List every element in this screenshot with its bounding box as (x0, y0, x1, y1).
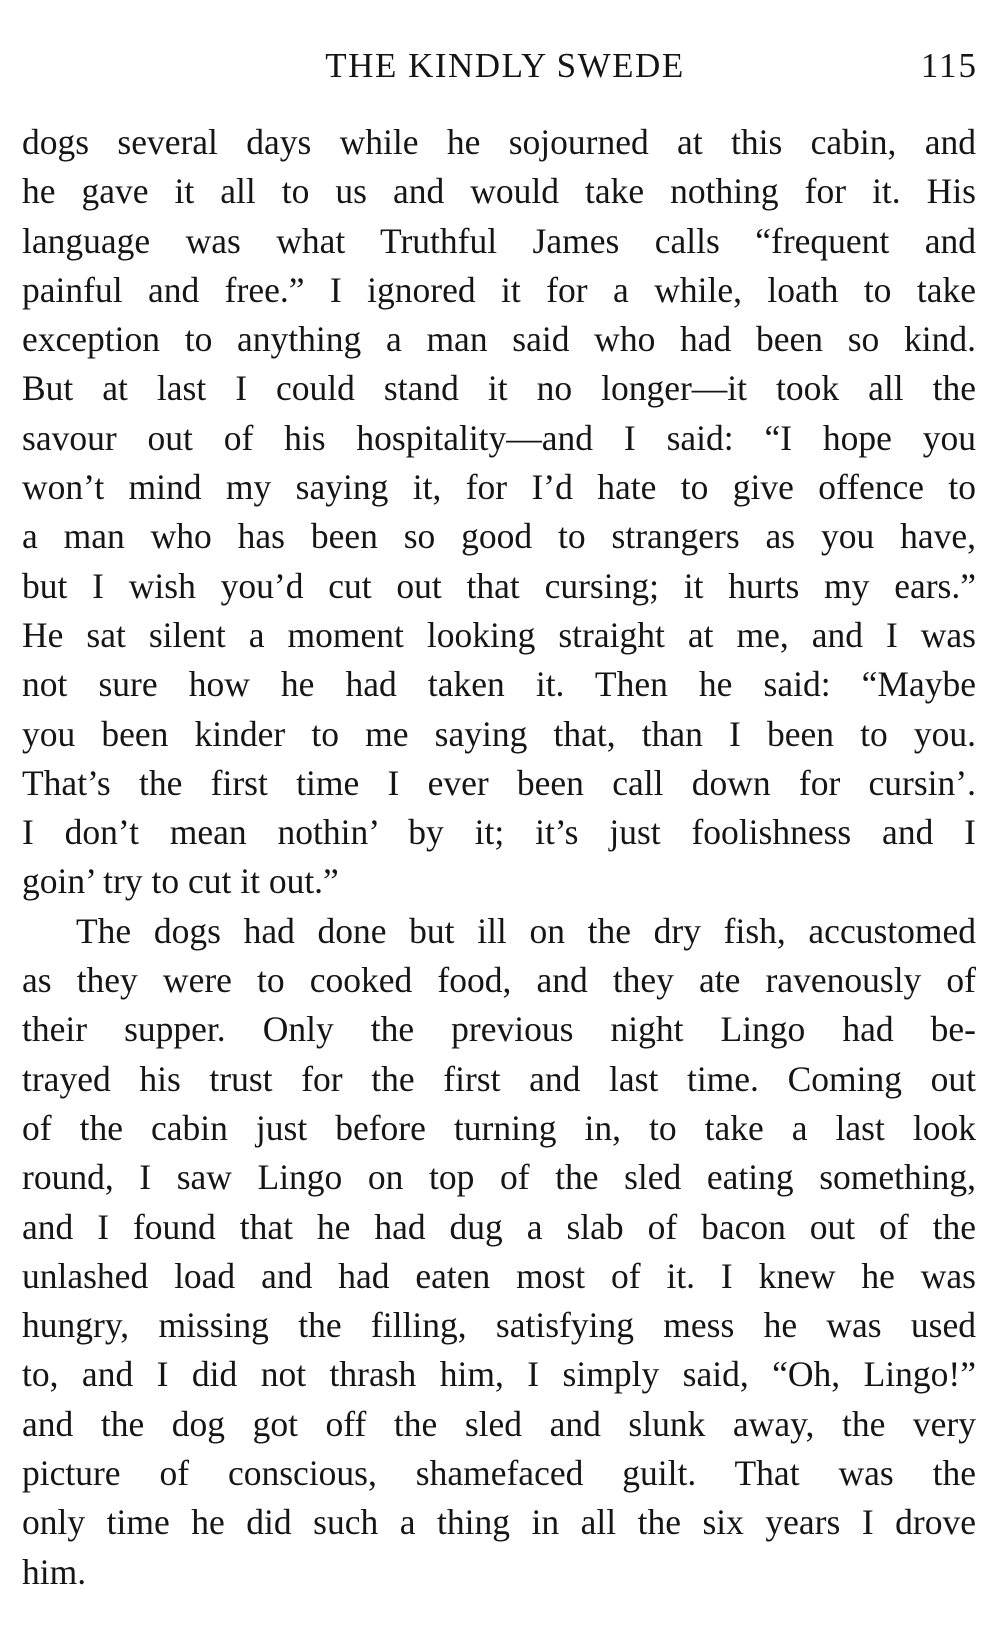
text-line: But at last I could stand it no longer—it took all the (22, 368, 976, 409)
paragraph-end-line: goin’ try to cut it out.” (22, 861, 339, 902)
text-line: round, I saw Lingo on top of the sled eating something, (22, 1157, 976, 1198)
paragraph-first-line: The dogs had done but ill on the dry fish, accustomed (76, 910, 976, 951)
text-line: you been kinder to me saying that, than I been to you. (22, 713, 976, 754)
text-line: and I found that he had dug a slab of bacon out of the (22, 1206, 976, 1247)
text-line: a man who has been so good to strangers as you have, (22, 516, 976, 557)
text-line: hungry, missing the filling, satisfying mess he was used (22, 1305, 976, 1346)
text-line: picture of conscious, shamefaced guilt. That was the (22, 1453, 976, 1494)
page-number: 115 (920, 46, 978, 85)
text-line: I don’t mean nothin’ by it; it’s just foolishness and I (22, 812, 976, 853)
text-line: He sat silent a moment looking straight at me, and I was (22, 614, 976, 655)
text-line: dogs several days while he sojourned at this cabin, and (22, 122, 976, 162)
paragraph-end-line: him. (22, 1551, 87, 1592)
text-line: won’t mind my saying it, for I’d hate to give offence to (22, 467, 976, 508)
text-line: painful and free.” I ignored it for a while, loath to take (22, 269, 976, 310)
text-line: only time he did such a thing in all the six years I drove (22, 1502, 976, 1543)
text-line: as they were to cooked food, and they ate ravenously of (22, 960, 976, 1001)
running-title: THE KINDLY SWEDE (325, 46, 685, 85)
text-line: but I wish you’d cut out that cursing; it hurts my ears.” (22, 565, 976, 606)
text-line: trayed his trust for the first and last time. Coming out (22, 1058, 976, 1099)
body-text (22, 118, 976, 1597)
running-head (22, 46, 978, 86)
text-line: unlashed load and had eaten most of it. I knew he was (22, 1255, 976, 1296)
text-line: their supper. Only the previous night Lingo had be- (22, 1009, 976, 1050)
text-line: That’s the first time I ever been call down for cursin’. (22, 762, 976, 803)
text-line: of the cabin just before turning in, to take a last look (22, 1107, 976, 1148)
text-line: language was what Truthful James calls “frequent and (22, 220, 976, 261)
text-line: to, and I did not thrash him, I simply said, “Oh, Lingo!” (22, 1354, 976, 1395)
text-line: and the dog got off the sled and slunk away, the very (22, 1403, 976, 1444)
text-line: not sure how he had taken it. Then he said: “Maybe (22, 664, 976, 705)
text-line: savour out of his hospitality—and I said: “I hope you (22, 417, 976, 458)
text-line: exception to anything a man said who had been so kind. (22, 319, 976, 360)
text-line: he gave it all to us and would take nothing for it. His (22, 171, 976, 212)
